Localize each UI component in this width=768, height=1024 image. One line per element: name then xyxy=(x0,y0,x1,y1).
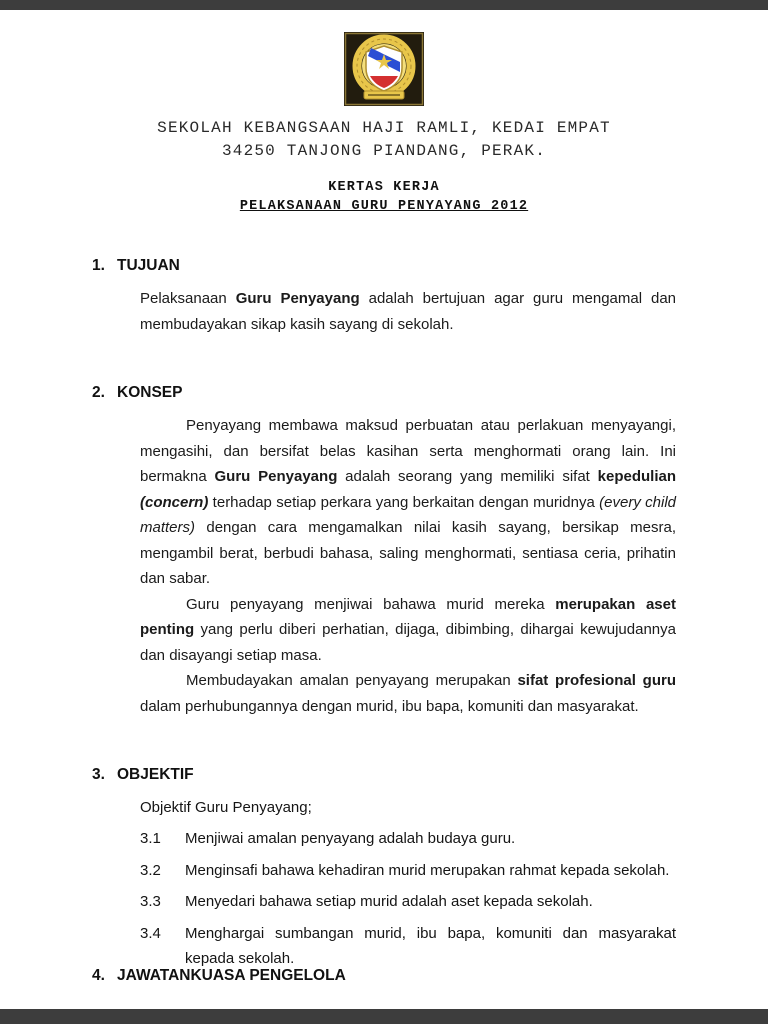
objektif-item xyxy=(140,826,676,852)
section-number: 1. xyxy=(92,257,105,274)
objektif-item-number: 3.4 xyxy=(140,924,161,942)
bottom-letterbox-bar xyxy=(0,1009,768,1024)
section-jawatankuasa xyxy=(92,966,346,986)
document-title-line2: PELAKSANAAN GURU PENYAYANG 2012 xyxy=(239,199,529,214)
document-title-line1: KERTAS KERJA xyxy=(328,180,440,195)
tujuan-paragraph: Pelaksanaan Guru Penyayang adalah bertujuan agar guru mengamal dan membudayakan sikap kasih sayang di sekolah. xyxy=(140,290,677,333)
objektif-item xyxy=(140,921,676,972)
section-title: TUJUAN xyxy=(117,257,180,274)
konsep-paragraph-3: Membudayakan amalan penyayang merupakan sifat profesional guru dalam perhubungannya dengan murid, ibu bapa, komuniti dan masyarakat. xyxy=(140,672,676,715)
objektif-item xyxy=(140,889,676,915)
objektif-item-number: 3.2 xyxy=(140,861,161,879)
objektif-item-number: 3.3 xyxy=(140,893,161,910)
section-number: 4. xyxy=(92,967,105,984)
objektif-item-text: Menghargai sumbangan murid, ibu bapa, komuniti dan masyarakat kepada sekolah. xyxy=(185,924,676,967)
objektif-item-number: 3.1 xyxy=(140,830,161,847)
section-tujuan xyxy=(92,256,676,337)
section-title: KONSEP xyxy=(117,384,183,401)
section-title: OBJEKTIF xyxy=(117,766,194,783)
school-crest-logo xyxy=(344,32,424,106)
objektif-item-text: Menginsafi bahawa kehadiran murid merupakan rahmat kepada sekolah. xyxy=(185,861,670,879)
section-number: 2. xyxy=(92,384,105,401)
section-objektif xyxy=(92,765,676,972)
document-body xyxy=(92,256,676,972)
section-konsep-heading xyxy=(92,383,676,403)
objektif-item xyxy=(140,858,676,884)
objektif-item-text: Menjiwai amalan penyayang adalah budaya guru. xyxy=(185,830,516,847)
section-tujuan-heading xyxy=(92,256,676,276)
objektif-intro: Objektif Guru Penyayang; xyxy=(140,799,312,816)
school-name-line2: 34250 TANJONG PIANDANG, PERAK. xyxy=(221,142,547,160)
objektif-item-text: Menyedari bahawa setiap murid adalah aset kepada sekolah. xyxy=(185,893,593,910)
school-name-line1: SEKOLAH KEBANGSAAN HAJI RAMLI, KEDAI EMPAT xyxy=(157,119,611,137)
top-letterbox-bar xyxy=(0,0,768,10)
section-konsep xyxy=(92,383,676,719)
konsep-paragraph-2: Guru penyayang menjiwai bahawa murid mereka merupakan aset penting yang perlu diberi perhatian, dijaga, dibimbing, dihargai kewujudannya dan disayangi setiap masa. xyxy=(140,595,676,664)
section-jawatankuasa-heading xyxy=(92,966,346,986)
section-number: 3. xyxy=(92,766,105,783)
section-objektif-heading xyxy=(92,765,676,785)
section-title: JAWATANKUASA PENGELOLA xyxy=(117,967,346,984)
school-crest-image xyxy=(344,32,424,106)
konsep-paragraph-1: Penyayang membawa maksud perbuatan atau perlakuan menyayangi, mengasihi, dan bersifat belas kasihan serta menghormati orang lain. Ini bermakna Guru Penyayang adalah seorang yang memiliki sifat kepedulian (concern) terhadap setiap perkara yang berkaitan dengan muridnya (every child matters) dengan cara mengamalkan nilai kasih sayang, bersikap mesra, mengambil berat, berbudi bahasa, saling menghormati, sentiasa ceria, prihatin dan sabar. xyxy=(140,417,677,587)
